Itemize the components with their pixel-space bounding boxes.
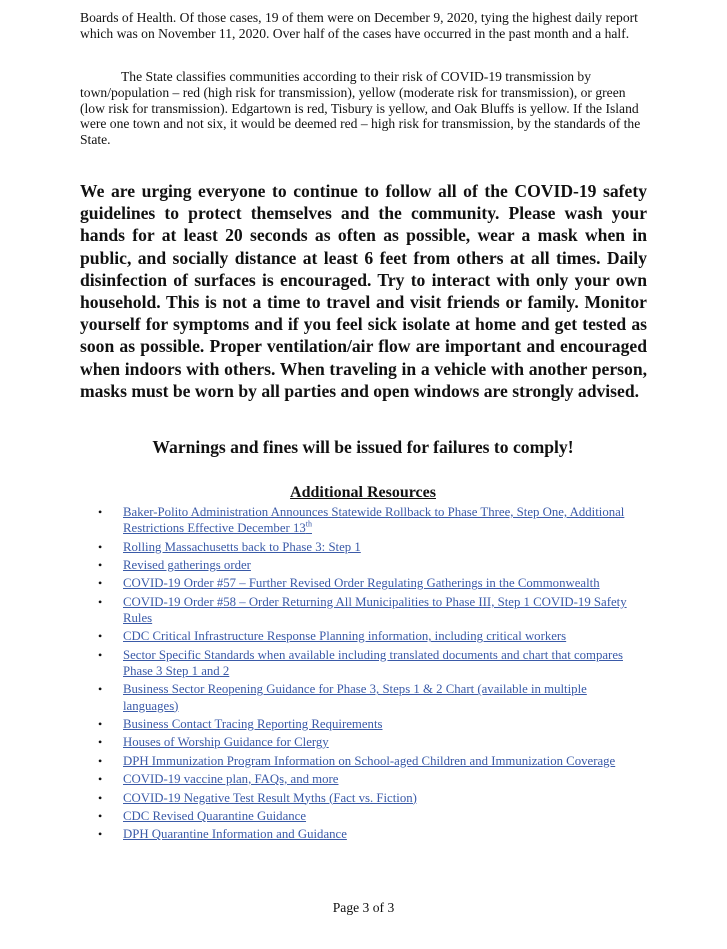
page-number: Page 3 of 3 xyxy=(332,900,395,915)
resource-link-immunization[interactable]: DPH Immunization Program Information on School-aged Children and Immunization Coverage xyxy=(123,753,616,768)
resource-link-order-57[interactable]: COVID-19 Order #57 – Further Revised Order Regulating Gatherings in the Commonwealth xyxy=(123,576,600,591)
resource-link-worship-guidance[interactable]: Houses of Worship Guidance for Clergy xyxy=(123,735,329,750)
bullet-icon: • xyxy=(98,772,103,787)
resource-link-dph-quarantine[interactable]: DPH Quarantine Information and Guidance xyxy=(123,827,347,842)
list-item xyxy=(98,594,644,626)
bullet-icon: • xyxy=(98,647,103,662)
resource-link-phase3-step1[interactable]: Rolling Massachusetts back to Phase 3: Step 1 xyxy=(123,539,361,554)
bullet-icon: • xyxy=(98,682,103,697)
list-item xyxy=(98,681,644,713)
list-item xyxy=(98,826,644,842)
bullet-icon: • xyxy=(98,576,103,591)
resource-link-label: Baker-Polito Administration Announces Statewide Rollback to Phase Three, Step One, Additional Restrictions Effective December 13 xyxy=(123,505,625,536)
bullet-icon: • xyxy=(98,594,103,609)
bullet-icon: • xyxy=(98,716,103,731)
list-item xyxy=(98,557,644,573)
list-item xyxy=(98,647,644,679)
list-item xyxy=(98,753,644,769)
bullet-icon: • xyxy=(98,790,103,805)
list-item xyxy=(98,734,644,750)
list-item xyxy=(98,575,644,591)
list-item xyxy=(98,716,644,732)
resource-link-order-58[interactable]: COVID-19 Order #58 – Order Returning All Municipalities to Phase III, Step 1 COVID-19 Safety Rules xyxy=(123,594,627,625)
ordinal-suffix: th xyxy=(305,519,312,529)
bullet-icon: • xyxy=(98,808,103,823)
resource-link-test-myths[interactable]: COVID-19 Negative Test Result Myths (Fact vs. Fiction) xyxy=(123,790,417,805)
cases-paragraph: Boards of Health. Of those cases, 19 of them were on December 9, 2020, tying the highest daily report which was on November 11, 2020. Over half of the cases have occurred in the past month and a half. xyxy=(80,10,638,41)
list-item xyxy=(98,790,644,806)
list-item xyxy=(98,539,644,555)
list-item xyxy=(98,628,644,644)
resource-link-cdc-infrastructure[interactable]: CDC Critical Infrastructure Response Planning information, including critical workers xyxy=(123,629,567,644)
resource-link-cdc-quarantine[interactable]: CDC Revised Quarantine Guidance xyxy=(123,808,307,823)
bullet-icon: • xyxy=(98,539,103,554)
list-item xyxy=(98,808,644,824)
bullet-icon: • xyxy=(98,753,103,768)
resource-link-reopening-guidance[interactable]: Business Sector Reopening Guidance for Phase 3, Steps 1 & 2 Chart (available in multiple languages) xyxy=(123,682,587,713)
risk-classification-paragraph: The State classifies communities according to their risk of COVID-19 transmission by town/population – red (high risk for transmission), yellow (moderate risk for transmission), or green (low risk for transmission). Edgartown is red, Tisbury is yellow, and Oak Bluffs is yellow. If the Island were one town and not six, it would be deemed red – high risk for transmission, by the standards of the State. xyxy=(80,69,641,148)
list-item xyxy=(98,504,644,536)
resource-link-contact-tracing[interactable]: Business Contact Tracing Reporting Requirements xyxy=(123,716,383,731)
list-item xyxy=(98,771,644,787)
resources-list xyxy=(98,504,644,845)
warning-notice: Warnings and fines will be issued for failures to comply! xyxy=(152,437,574,457)
safety-guidelines-paragraph: We are urging everyone to continue to follow all of the COVID-19 safety guidelines to protect themselves and the community. Please wash your hands for at least 20 seconds as often as possible, wear a mask when in public, and socially distance at least 6 feet from others at all times. Daily disinfection of surfaces is encouraged. Try to interact with only your own household. This is not a time to travel and visit friends or family. Monitor yourself for symptoms and if you feel sick isolate at home and get tested as soon as possible. Proper ventilation/air flow are important and encouraged when indoors with others. When traveling in a vehicle with another person, masks must be worn by all parties and open windows are strongly advised. xyxy=(80,181,647,401)
resources-heading: Additional Resources xyxy=(290,484,436,501)
bullet-icon: • xyxy=(98,557,103,572)
bullet-icon: • xyxy=(98,827,103,842)
resource-link-sector-standards[interactable]: Sector Specific Standards when available including translated documents and chart that compares Phase 3 Step 1 and 2 xyxy=(123,647,623,678)
resource-link-rollback-announcement[interactable] xyxy=(123,505,624,535)
bullet-icon: • xyxy=(98,629,103,644)
resource-link-gatherings-order[interactable]: Revised gatherings order xyxy=(123,557,251,572)
bullet-icon: • xyxy=(98,505,103,519)
resource-link-vaccine-plan[interactable]: COVID-19 vaccine plan, FAQs, and more xyxy=(123,772,339,787)
bullet-icon: • xyxy=(98,735,103,750)
